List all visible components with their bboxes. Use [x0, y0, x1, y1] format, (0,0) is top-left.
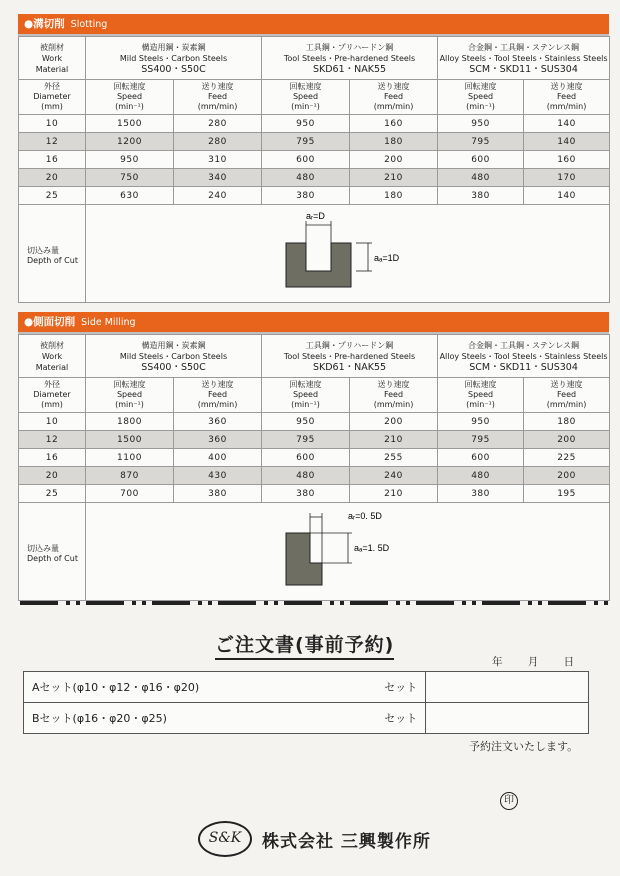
company-name: 株式会社 三興製作所	[262, 831, 431, 852]
feed-cell: 210	[350, 169, 438, 187]
set-a-unit: セット	[384, 681, 418, 694]
side-milling-diagram-cell	[86, 503, 610, 601]
speed-cell: 480	[262, 169, 350, 187]
speed-cell: 380	[438, 187, 524, 205]
feed-cell: 240	[350, 467, 438, 485]
set-a-quantity-field[interactable]	[426, 672, 589, 703]
feed-cell: 280	[174, 115, 262, 133]
side-milling-table	[18, 334, 610, 601]
table-row	[19, 151, 610, 169]
side-milling-section	[18, 312, 609, 601]
diameter-cell: 25	[19, 187, 86, 205]
feed-label: 送り速度 Feed (mm/min)	[524, 80, 610, 115]
feed-cell: 310	[174, 151, 262, 169]
side-milling-header	[18, 312, 609, 334]
material-group-1: 構造用鋼・炭素鋼 Mild Steels・Carbon Steels SS400・S50C	[86, 37, 262, 80]
feed-cell: 180	[350, 133, 438, 151]
diameter-cell: 20	[19, 169, 86, 187]
feed-cell: 360	[174, 431, 262, 449]
material-group-2: 工具鋼・プリハードン鋼 Tool Steels・Pre-hardened Steels SKD61・NAK55	[262, 37, 438, 80]
speed-label: 回転速度 Speed (min⁻¹)	[262, 80, 350, 115]
speed-label: 回転速度 Speed (min⁻¹)	[438, 80, 524, 115]
slotting-section	[18, 14, 609, 303]
feed-cell: 430	[174, 467, 262, 485]
speed-cell: 1200	[86, 133, 174, 151]
speed-label: 回転速度 Speed (min⁻¹)	[86, 378, 174, 413]
depth-of-cut-label: 切込み量 Depth of Cut	[19, 503, 86, 601]
table-row	[19, 431, 610, 449]
speed-cell: 380	[262, 187, 350, 205]
feed-cell: 160	[350, 115, 438, 133]
table-row	[19, 449, 610, 467]
set-b-quantity-field[interactable]	[426, 703, 589, 734]
speed-cell: 795	[438, 133, 524, 151]
speed-cell: 380	[262, 485, 350, 503]
table-row	[19, 187, 610, 205]
speed-cell: 950	[262, 115, 350, 133]
speed-cell: 600	[438, 449, 524, 467]
feed-cell: 360	[174, 413, 262, 431]
speed-cell: 950	[438, 115, 524, 133]
feed-cell: 180	[524, 413, 610, 431]
side-milling-title-en: Side Milling	[81, 317, 136, 328]
slot-ar-label: aᵣ=D	[306, 211, 325, 221]
table-row	[19, 169, 610, 187]
side-milling-workpiece	[286, 533, 322, 585]
feed-label: 送り速度 Feed (mm/min)	[174, 80, 262, 115]
set-a-label: Aセット(φ10・φ12・φ16・φ20)	[32, 681, 200, 694]
depth-of-cut-label: 切込み量 Depth of Cut	[19, 205, 86, 303]
speed-cell: 380	[438, 485, 524, 503]
diameter-cell: 12	[19, 133, 86, 151]
material-group-3: 合金鋼・工具鋼・ステンレス鋼 Alloy Steels・Tool Steels・Stainless Steels SCM・SKD11・SUS304	[438, 335, 610, 378]
slot-workpiece	[286, 243, 351, 287]
table-row	[19, 133, 610, 151]
speed-cell: 795	[262, 431, 350, 449]
feed-cell: 140	[524, 133, 610, 151]
speed-cell: 630	[86, 187, 174, 205]
speed-cell: 600	[262, 151, 350, 169]
speed-label: 回転速度 Speed (min⁻¹)	[262, 378, 350, 413]
reservation-note: 予約注文いたします。	[469, 740, 579, 753]
slotting-header	[18, 14, 609, 36]
order-row-a	[24, 672, 589, 703]
diameter-cell: 16	[19, 151, 86, 169]
feed-label: 送り速度 Feed (mm/min)	[174, 378, 262, 413]
order-form-title: ご注文書(事前予約)	[215, 630, 394, 660]
slot-aa-label: aₐ=1D	[374, 253, 400, 263]
speed-cell: 1500	[86, 115, 174, 133]
order-row-b	[24, 703, 589, 734]
speed-cell: 795	[438, 431, 524, 449]
feed-cell: 280	[174, 133, 262, 151]
speed-cell: 480	[438, 467, 524, 485]
feed-label: 送り速度 Feed (mm/min)	[350, 378, 438, 413]
diameter-cell: 20	[19, 467, 86, 485]
speed-cell: 950	[438, 413, 524, 431]
slot-diagram	[276, 207, 476, 297]
speed-cell: 480	[262, 467, 350, 485]
feed-cell: 380	[174, 485, 262, 503]
diameter-label: 外径 Diameter (mm)	[19, 378, 86, 413]
feed-cell: 140	[524, 115, 610, 133]
speed-cell: 1500	[86, 431, 174, 449]
speed-cell: 950	[262, 413, 350, 431]
side-aa-label: aₐ=1. 5D	[354, 543, 390, 553]
speed-cell: 600	[438, 151, 524, 169]
material-group-3: 合金鋼・工具鋼・ステンレス鋼 Alloy Steels・Tool Steels・Stainless Steels SCM・SKD11・SUS304	[438, 37, 610, 80]
speed-cell: 750	[86, 169, 174, 187]
speed-label: 回転速度 Speed (min⁻¹)	[86, 80, 174, 115]
set-b-unit: セット	[384, 712, 418, 725]
feed-cell: 255	[350, 449, 438, 467]
diameter-cell: 10	[19, 413, 86, 431]
feed-cell: 200	[350, 413, 438, 431]
feed-cell: 200	[350, 151, 438, 169]
table-row	[19, 467, 610, 485]
diameter-cell: 16	[19, 449, 86, 467]
side-milling-title-jp: ●側面切削	[24, 316, 76, 328]
set-b-label: Bセット(φ16・φ20・φ25)	[32, 712, 167, 725]
side-ar-label: aᵣ=0. 5D	[348, 511, 382, 521]
side-milling-diagram	[282, 505, 502, 595]
material-group-2: 工具鋼・プリハードン鋼 Tool Steels・Pre-hardened Steels SKD61・NAK55	[262, 335, 438, 378]
order-table	[23, 671, 589, 734]
table-row	[19, 485, 610, 503]
material-group-1: 構造用鋼・炭素鋼 Mild Steels・Carbon Steels SS400・S50C	[86, 335, 262, 378]
feed-cell: 195	[524, 485, 610, 503]
cut-line-divider	[20, 601, 608, 605]
feed-cell: 400	[174, 449, 262, 467]
feed-cell: 180	[350, 187, 438, 205]
speed-label: 回転速度 Speed (min⁻¹)	[438, 378, 524, 413]
feed-cell: 340	[174, 169, 262, 187]
feed-label: 送り速度 Feed (mm/min)	[524, 378, 610, 413]
slotting-title-en: Slotting	[70, 19, 108, 30]
speed-cell: 870	[86, 467, 174, 485]
company-logo: S&K	[198, 821, 252, 857]
speed-cell: 1100	[86, 449, 174, 467]
speed-cell: 1800	[86, 413, 174, 431]
diameter-cell: 10	[19, 115, 86, 133]
feed-cell: 160	[524, 151, 610, 169]
speed-cell: 950	[86, 151, 174, 169]
slotting-title-jp: ●溝切削	[24, 18, 65, 30]
seal-mark: 印	[500, 792, 518, 810]
slotting-table	[18, 36, 610, 303]
order-date-label: 年 月 日	[492, 656, 575, 668]
feed-cell: 170	[524, 169, 610, 187]
diameter-cell: 12	[19, 431, 86, 449]
feed-cell: 225	[524, 449, 610, 467]
feed-cell: 240	[174, 187, 262, 205]
speed-cell: 480	[438, 169, 524, 187]
feed-cell: 200	[524, 467, 610, 485]
feed-cell: 200	[524, 431, 610, 449]
table-row	[19, 413, 610, 431]
material-label: 被削材 Work Material	[19, 335, 86, 378]
diameter-cell: 25	[19, 485, 86, 503]
speed-cell: 600	[262, 449, 350, 467]
diameter-label: 外径 Diameter (mm)	[19, 80, 86, 115]
speed-cell: 795	[262, 133, 350, 151]
feed-cell: 140	[524, 187, 610, 205]
footer	[198, 822, 431, 856]
material-label: 被削材 Work Material	[19, 37, 86, 80]
feed-label: 送り速度 Feed (mm/min)	[350, 80, 438, 115]
table-row	[19, 115, 610, 133]
feed-cell: 210	[350, 485, 438, 503]
speed-cell: 700	[86, 485, 174, 503]
slotting-diagram-cell	[86, 205, 610, 303]
feed-cell: 210	[350, 431, 438, 449]
